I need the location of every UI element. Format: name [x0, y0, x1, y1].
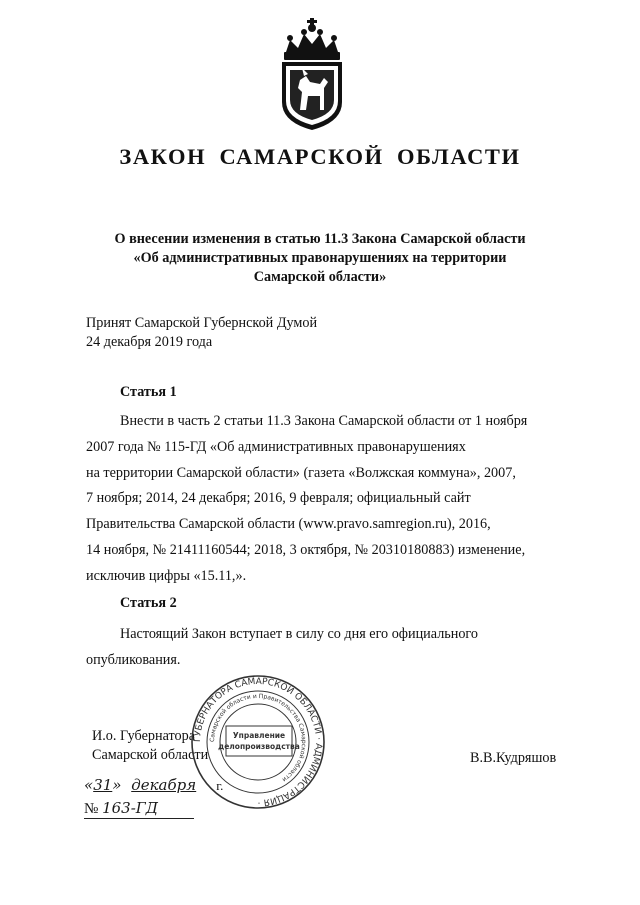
number-value: 163-ГД: [102, 799, 158, 817]
article-line: 7 ноября; 2014, 24 декабря; 2016, 9 февраля; официальный сайт: [86, 490, 471, 507]
article-line: Правительства Самарской области (www.pravo.samregion.ru), 2016,: [86, 516, 491, 533]
subtitle-line: Самарской области»: [253, 269, 387, 285]
position-line: Самарской области: [92, 747, 209, 763]
date-day: 31: [93, 776, 113, 794]
subtitle-line: «Об административных правонарушениях на территории: [133, 250, 507, 266]
adoption-date: 24 декабря 2019 года: [86, 334, 213, 350]
signing-date: «31» декабря г.: [84, 776, 224, 794]
subtitle-line: О внесении изменения в статью 11.3 Закона Самарской области: [114, 231, 526, 247]
seal-center-line: делопроизводства: [218, 742, 300, 751]
article-line: 2007 года № 115-ГД «Об административных правонарушениях: [86, 438, 466, 455]
article-line: на территории Самарской области» (газета «Волжская коммуна», 2007,: [86, 464, 516, 481]
adoption-note: [86, 314, 317, 352]
article-2-heading: Статья 2: [120, 595, 177, 611]
article-line: опубликования.: [86, 651, 181, 668]
signatory-name: В.В.Кудряшов: [470, 750, 557, 766]
article-line: Внести в часть 2 статьи 11.3 Закона Самарской области от 1 ноября: [120, 413, 528, 429]
document-subtitle: [0, 230, 640, 287]
article-2-body: [86, 622, 568, 674]
document-title: ЗАКОН САМАРСКОЙ ОБЛАСТИ: [119, 144, 521, 169]
adoption-line: Принят Самарской Губернской Думой: [86, 315, 318, 331]
article-1-body: [86, 409, 568, 590]
coat-of-arms-icon: [270, 18, 354, 133]
article-line: Настоящий Закон вступает в силу со дня его официального: [120, 626, 478, 642]
number-sign: №: [84, 801, 99, 817]
seal-outer-text: ГУБЕРНАТОРА САМАРСКОЙ ОБЛАСТИ · АДМИНИСТРАЦИЯ ·: [192, 676, 324, 808]
position-line: И.о. Губернатора: [92, 728, 195, 744]
seal-inner-text: Самарской области и Правительства Самарской области: [208, 692, 308, 784]
law-number: [84, 799, 194, 819]
article-1-heading: Статья 1: [120, 384, 177, 400]
article-line: 14 ноября, № 21411160544; 2018, 3 октября, № 20310180883) изменение,: [86, 541, 526, 558]
date-month: декабря: [131, 776, 197, 794]
seal-center-line: Управление: [232, 731, 286, 740]
date-year-suffix: г.: [216, 778, 224, 793]
official-seal-icon: [190, 674, 326, 810]
article-line: исключив цифры «15.11,».: [86, 567, 247, 584]
